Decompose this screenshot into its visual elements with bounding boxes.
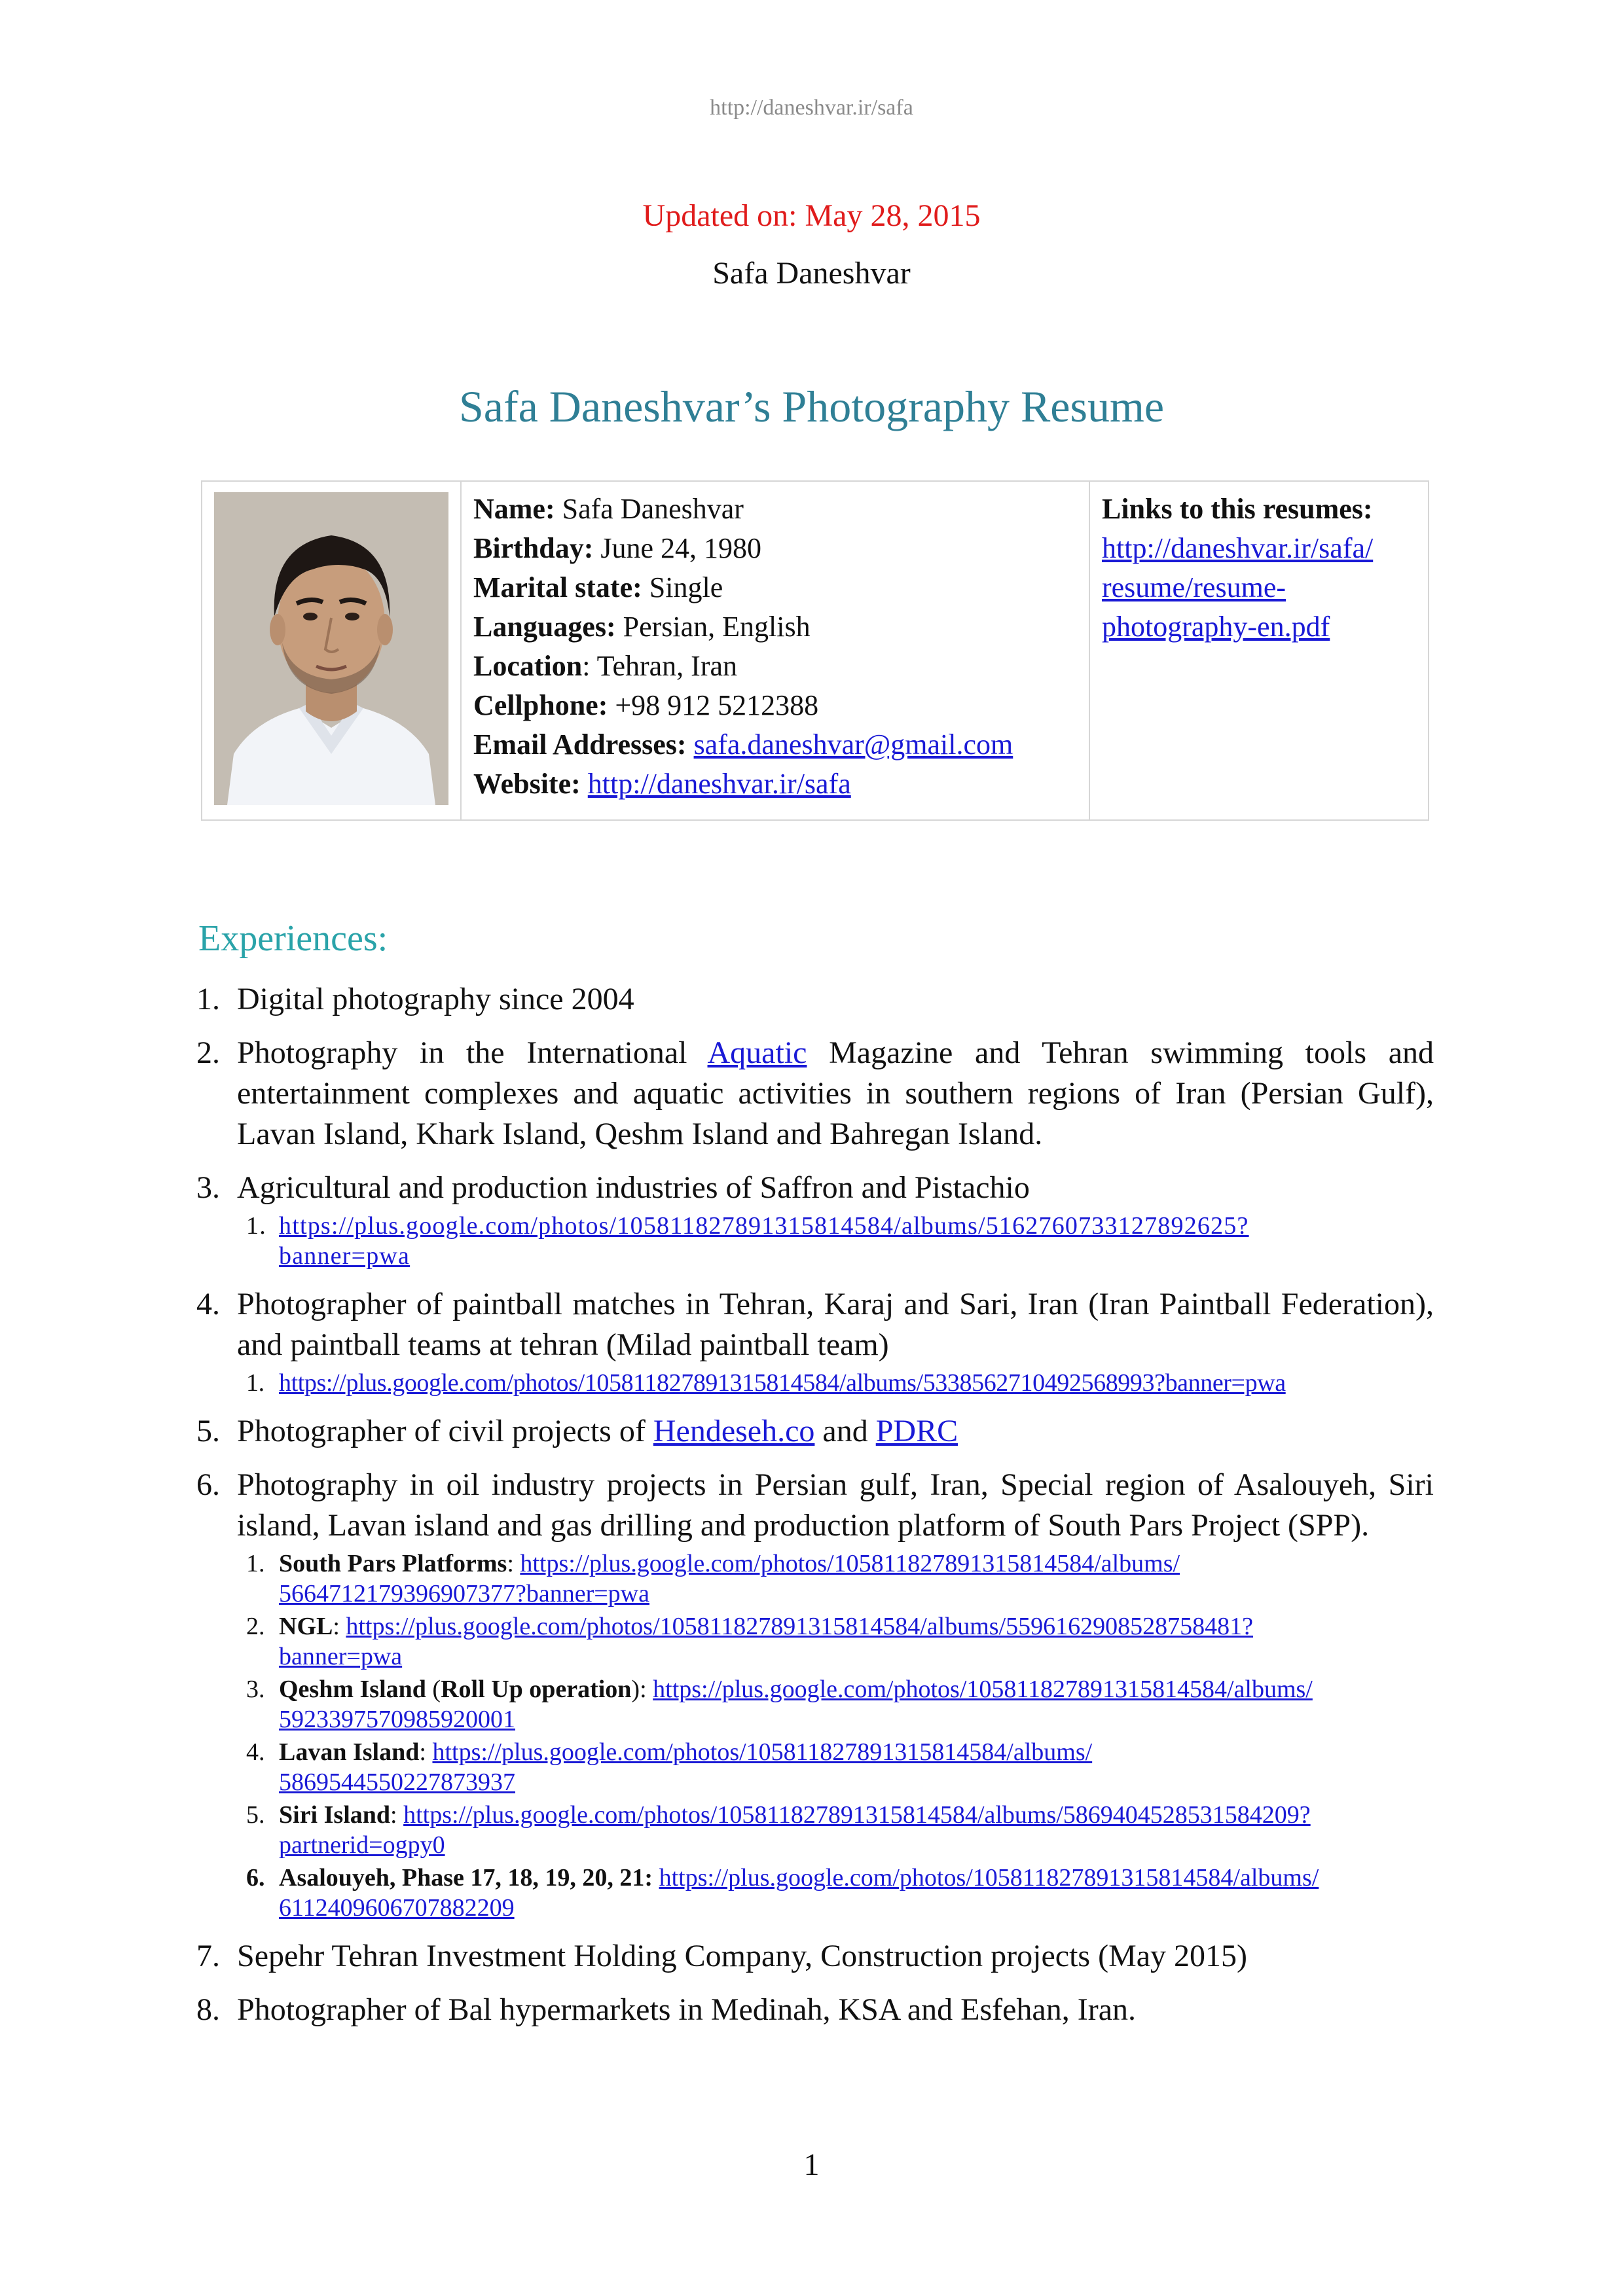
- profile-location-row: [473, 647, 1089, 686]
- sub-item-label: NGL: [279, 1613, 333, 1640]
- item-text-part: Photography in the International: [237, 1035, 708, 1070]
- sub-item: [196, 1368, 1434, 1398]
- photo-cell: [202, 482, 462, 819]
- marital-value: Single: [649, 571, 723, 603]
- item-text: [237, 1033, 1434, 1155]
- sub-item: [196, 1674, 1434, 1734]
- sub-item: [196, 1737, 1434, 1797]
- item-text: Agricultural and production industries of Saffron and Pistachio: [237, 1170, 1030, 1205]
- separator: [653, 1864, 659, 1892]
- author-name: Safa Daneshvar: [712, 256, 911, 291]
- sub-item: [196, 1611, 1434, 1672]
- separator: :: [507, 1550, 520, 1577]
- url-part[interactable]: banner=pwa: [279, 1242, 410, 1270]
- sub-item-label: Roll Up operation: [441, 1676, 632, 1703]
- hendeseh-link[interactable]: Hendeseh.co: [653, 1414, 815, 1448]
- separator: :: [640, 1676, 653, 1703]
- separator: :: [390, 1801, 404, 1829]
- item-number: 4.: [196, 1287, 220, 1321]
- url-part[interactable]: https://plus.google.com/photos/105811827891315814584/albums/: [659, 1864, 1319, 1892]
- sub-item: [196, 1800, 1434, 1860]
- item-text-part: and: [814, 1414, 876, 1448]
- sub-item-label: Lavan Island: [279, 1738, 420, 1766]
- birthday-label: Birthday:: [473, 532, 594, 564]
- separator: ): [631, 1676, 640, 1703]
- profile-website-row: [473, 764, 1089, 804]
- resume-pdf-link-line2[interactable]: [1102, 568, 1429, 607]
- languages-label: Languages:: [473, 611, 616, 643]
- cellphone-value: +98 912 5212388: [615, 689, 819, 721]
- website-label: Website:: [473, 768, 581, 800]
- resume-pdf-link-part3[interactable]: photography-en.pdf: [1102, 611, 1330, 643]
- sub-item-number: 5.: [246, 1801, 265, 1829]
- url-part[interactable]: https://plus.google.com/photos/105811827891315814584/albums/5869404528531584209?: [403, 1801, 1311, 1829]
- sub-item-number: 6.: [246, 1864, 265, 1892]
- separator: :: [333, 1613, 346, 1640]
- item-text: Digital photography since 2004: [237, 982, 634, 1016]
- ngl-album-link[interactable]: [279, 1613, 1253, 1670]
- sub-item-label: Qeshm Island: [279, 1676, 426, 1703]
- experience-item: [196, 1284, 1434, 1398]
- url-part[interactable]: 5664712179396907377?banner=pwa: [279, 1580, 649, 1607]
- sub-item-label: South Pars Platforms: [279, 1550, 507, 1577]
- experiences-heading: Experiences:: [198, 918, 388, 959]
- url-part[interactable]: https://plus.google.com/photos/105811827891315814584/albums/5596162908528758481?: [346, 1613, 1253, 1640]
- profile-languages-row: [473, 607, 1089, 647]
- resume-pdf-link-part2[interactable]: resume/resume-: [1102, 571, 1286, 603]
- separator: :: [419, 1738, 433, 1766]
- profile-birthday-row: [473, 529, 1089, 568]
- item-number: 3.: [196, 1170, 220, 1205]
- sub-item-number: 4.: [246, 1738, 265, 1766]
- item-text: Photographer of Bal hypermarkets in Medinah, KSA and Esfehan, Iran.: [237, 1992, 1136, 2027]
- item-number: 1.: [196, 982, 220, 1016]
- item-number: 2.: [196, 1035, 220, 1070]
- url-part[interactable]: banner=pwa: [279, 1643, 403, 1670]
- item-text: Photography in oil industry projects in Persian gulf, Iran, Special region of Asalouyeh, Siri island, Lavan island and gas drilling and production platform of South Pars Project (SPP).: [237, 1467, 1434, 1543]
- experience-item: [196, 1411, 1434, 1452]
- experience-item: [196, 1990, 1434, 2030]
- birthday-value: June 24, 1980: [600, 532, 762, 564]
- sub-item-label: Siri Island: [279, 1801, 391, 1829]
- email-label: Email Addresses:: [473, 728, 687, 761]
- item-text-part: Photographer of civil projects of: [237, 1414, 653, 1448]
- experience-item: [196, 1033, 1434, 1155]
- email-link[interactable]: safa.daneshvar@gmail.com: [693, 728, 1013, 761]
- sub-item: [196, 1211, 1434, 1271]
- sub-item-number: 1.: [246, 1369, 264, 1397]
- experiences-list: [196, 979, 1434, 2043]
- cellphone-label: Cellphone:: [473, 689, 608, 721]
- profile-name-row: [473, 490, 1089, 529]
- item-number: 7.: [196, 1939, 220, 1973]
- item-text: Photographer of paintball matches in Tehran, Karaj and Sari, Iran (Iran Paintball Federation), and paintball teams at tehran (Milad paintball team): [237, 1287, 1434, 1362]
- profile-info-cell: [462, 482, 1090, 819]
- sub-item-number: 1.: [246, 1550, 265, 1577]
- sub-item-number: 3.: [246, 1676, 265, 1703]
- sub-item: [196, 1863, 1434, 1923]
- separator: (: [426, 1676, 441, 1703]
- profile-cellphone-row: [473, 686, 1089, 725]
- url-part[interactable]: https://plus.google.com/photos/105811827891315814584/albums/5162760733127892625?: [279, 1212, 1249, 1240]
- name-label: Name:: [473, 493, 555, 525]
- item-number: 8.: [196, 1992, 220, 2027]
- document-title: Safa Daneshvar’s Photography Resume: [458, 382, 1165, 431]
- marital-label: Marital state:: [473, 571, 642, 603]
- sub-item-label: Asalouyeh, Phase 17, 18, 19, 20, 21:: [279, 1864, 653, 1892]
- pdrc-link[interactable]: PDRC: [875, 1414, 958, 1448]
- item-text-part: Magazine and Tehran swimming tools and entertainment complexes and aquatic activities in southern regions of Iran (Persian Gulf), Lavan Island, Khark Island, Qeshm Island and Bahregan Island.: [237, 1035, 1434, 1151]
- url-part[interactable]: 5869544550227873937: [279, 1768, 515, 1796]
- profile-marital-row: [473, 568, 1089, 607]
- url-part[interactable]: https://plus.google.com/photos/105811827891315814584/albums/: [520, 1550, 1180, 1577]
- location-value: : Tehran, Iran: [582, 650, 738, 682]
- resume-pdf-link-line3[interactable]: [1102, 607, 1429, 647]
- resume-links-cell: [1090, 482, 1429, 819]
- saffron-album-link[interactable]: [279, 1212, 1249, 1270]
- updated-date: Updated on: May 28, 2015: [642, 198, 981, 233]
- page-number: 1: [803, 2147, 820, 2182]
- experience-item: [196, 1465, 1434, 1923]
- website-link[interactable]: http://daneshvar.ir/safa: [587, 768, 851, 800]
- experience-item: [196, 1936, 1434, 1977]
- experience-item: [196, 979, 1434, 1020]
- resume-pdf-link-line1[interactable]: [1102, 529, 1429, 568]
- location-label: Location: [473, 650, 583, 682]
- sub-item: [196, 1549, 1434, 1609]
- experience-item: [196, 1168, 1434, 1271]
- item-number: 5.: [196, 1414, 220, 1448]
- aquatic-link[interactable]: Aquatic: [707, 1035, 807, 1070]
- url-part[interactable]: 6112409606707882209: [279, 1894, 515, 1922]
- profile-table: [201, 480, 1429, 821]
- paintball-album-link[interactable]: https://plus.google.com/photos/105811827891315814584/albums/5338562710492568993?banner=pwa: [279, 1369, 1286, 1397]
- url-part[interactable]: 5923397570985920001: [279, 1706, 515, 1733]
- sub-item-number: 2.: [246, 1613, 265, 1640]
- item-text: Sepehr Tehran Investment Holding Company, Construction projects (May 2015): [237, 1939, 1248, 1973]
- profile-photo: [214, 492, 448, 805]
- name-value: Safa Daneshvar: [562, 493, 744, 525]
- page-header-url: http://daneshvar.ir/safa: [710, 96, 913, 120]
- url-part[interactable]: partnerid=ogpy0: [279, 1831, 445, 1859]
- profile-email-row: [473, 725, 1089, 764]
- sub-item-number: 1.: [246, 1212, 266, 1240]
- item-text: [237, 1411, 1434, 1452]
- item-number: 6.: [196, 1467, 220, 1502]
- languages-value: Persian, English: [623, 611, 811, 643]
- resume-pdf-link-part1[interactable]: http://daneshvar.ir/safa/: [1102, 532, 1374, 564]
- url-part[interactable]: https://plus.google.com/photos/105811827891315814584/albums/: [432, 1738, 1093, 1766]
- url-part[interactable]: https://plus.google.com/photos/105811827891315814584/albums/: [653, 1676, 1313, 1703]
- resume-links-title: Links to this resumes:: [1102, 493, 1373, 525]
- siri-album-link[interactable]: [279, 1801, 1311, 1859]
